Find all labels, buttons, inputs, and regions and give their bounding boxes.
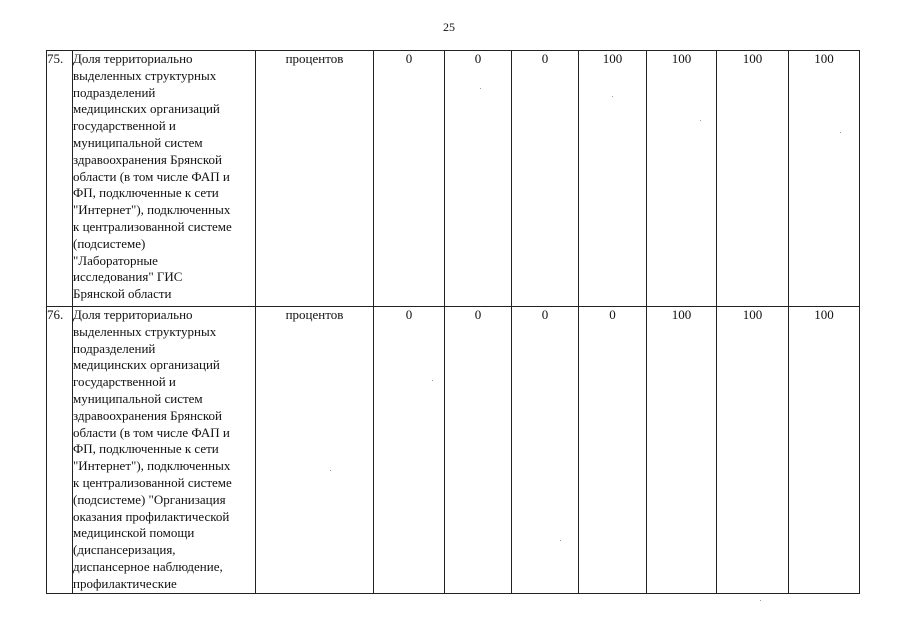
value-cell: 100 — [789, 51, 860, 307]
indicator-description — [73, 51, 256, 307]
description-line: "Интернет"), подключенных — [73, 458, 231, 474]
value-cell: 0 — [445, 307, 512, 594]
description-line: "Лабораторные — [73, 252, 158, 268]
description-line: Доля территориально — [73, 51, 193, 66]
description-line: государственной и — [73, 374, 176, 390]
value-cell: 0 — [512, 307, 579, 594]
description-line: ФП, подключенные к сети — [73, 441, 219, 457]
description-line: профилактические — [73, 575, 177, 591]
description-line: Доля территориально — [73, 307, 193, 322]
scan-speck — [560, 540, 561, 541]
description-line: ФП, подключенные к сети — [73, 185, 219, 201]
scan-speck — [330, 470, 331, 471]
page-number: 25 — [443, 20, 455, 34]
description-line: муниципальной систем — [73, 390, 203, 406]
description-line: "Интернет"), подключенных — [73, 202, 231, 218]
description-line: подразделений — [73, 84, 156, 100]
scan-speck — [700, 120, 701, 121]
description-line: здравоохранения Брянской — [73, 407, 222, 423]
description-line: к централизованной системе — [73, 474, 232, 490]
description-line: (подсистеме) — [73, 235, 146, 251]
value-cell: 100 — [717, 51, 789, 307]
value-cell: 0 — [374, 51, 445, 307]
scan-speck — [760, 600, 761, 601]
description-line: (подсистеме) "Организация — [73, 491, 226, 507]
description-line: выделенных структурных — [73, 323, 217, 339]
row-number: 75. — [47, 51, 73, 307]
description-line: диспансерное наблюдение, — [73, 558, 223, 574]
table-row — [47, 51, 860, 307]
description-line: области (в том числе ФАП и — [73, 424, 230, 440]
description-line: Брянской области — [73, 286, 172, 302]
description-line: выделенных структурных — [73, 67, 217, 83]
description-line: медицинских организаций — [73, 101, 220, 117]
value-cell: 0 — [445, 51, 512, 307]
row-number: 76. — [47, 307, 73, 594]
description-line: государственной и — [73, 118, 176, 134]
value-cell: 100 — [647, 51, 717, 307]
scan-speck — [840, 132, 841, 133]
value-cell: 0 — [374, 307, 445, 594]
value-cell: 0 — [512, 51, 579, 307]
unit-cell: процентов — [256, 51, 374, 307]
description-line: области (в том числе ФАП и — [73, 168, 230, 184]
scan-speck — [612, 96, 613, 97]
description-line: (диспансеризация, — [73, 542, 176, 558]
description-line: медицинской помощи — [73, 525, 195, 541]
description-line: здравоохранения Брянской — [73, 151, 222, 167]
description-line: подразделений — [73, 340, 156, 356]
scan-speck — [480, 88, 481, 89]
value-cell: 100 — [647, 307, 717, 594]
scan-speck — [432, 380, 433, 381]
description-line: муниципальной систем — [73, 134, 203, 150]
value-cell: 100 — [579, 51, 647, 307]
table-body — [47, 51, 860, 594]
description-line: к централизованной системе — [73, 218, 232, 234]
description-line: исследования" ГИС — [73, 269, 183, 285]
value-cell: 100 — [789, 307, 860, 594]
unit-cell: процентов — [256, 307, 374, 594]
table-row — [47, 307, 860, 594]
description-line: медицинских организаций — [73, 357, 220, 373]
description-line: оказания профилактической — [73, 508, 230, 524]
value-cell: 100 — [717, 307, 789, 594]
indicator-table — [46, 50, 860, 594]
value-cell: 0 — [579, 307, 647, 594]
indicator-description — [73, 307, 256, 594]
